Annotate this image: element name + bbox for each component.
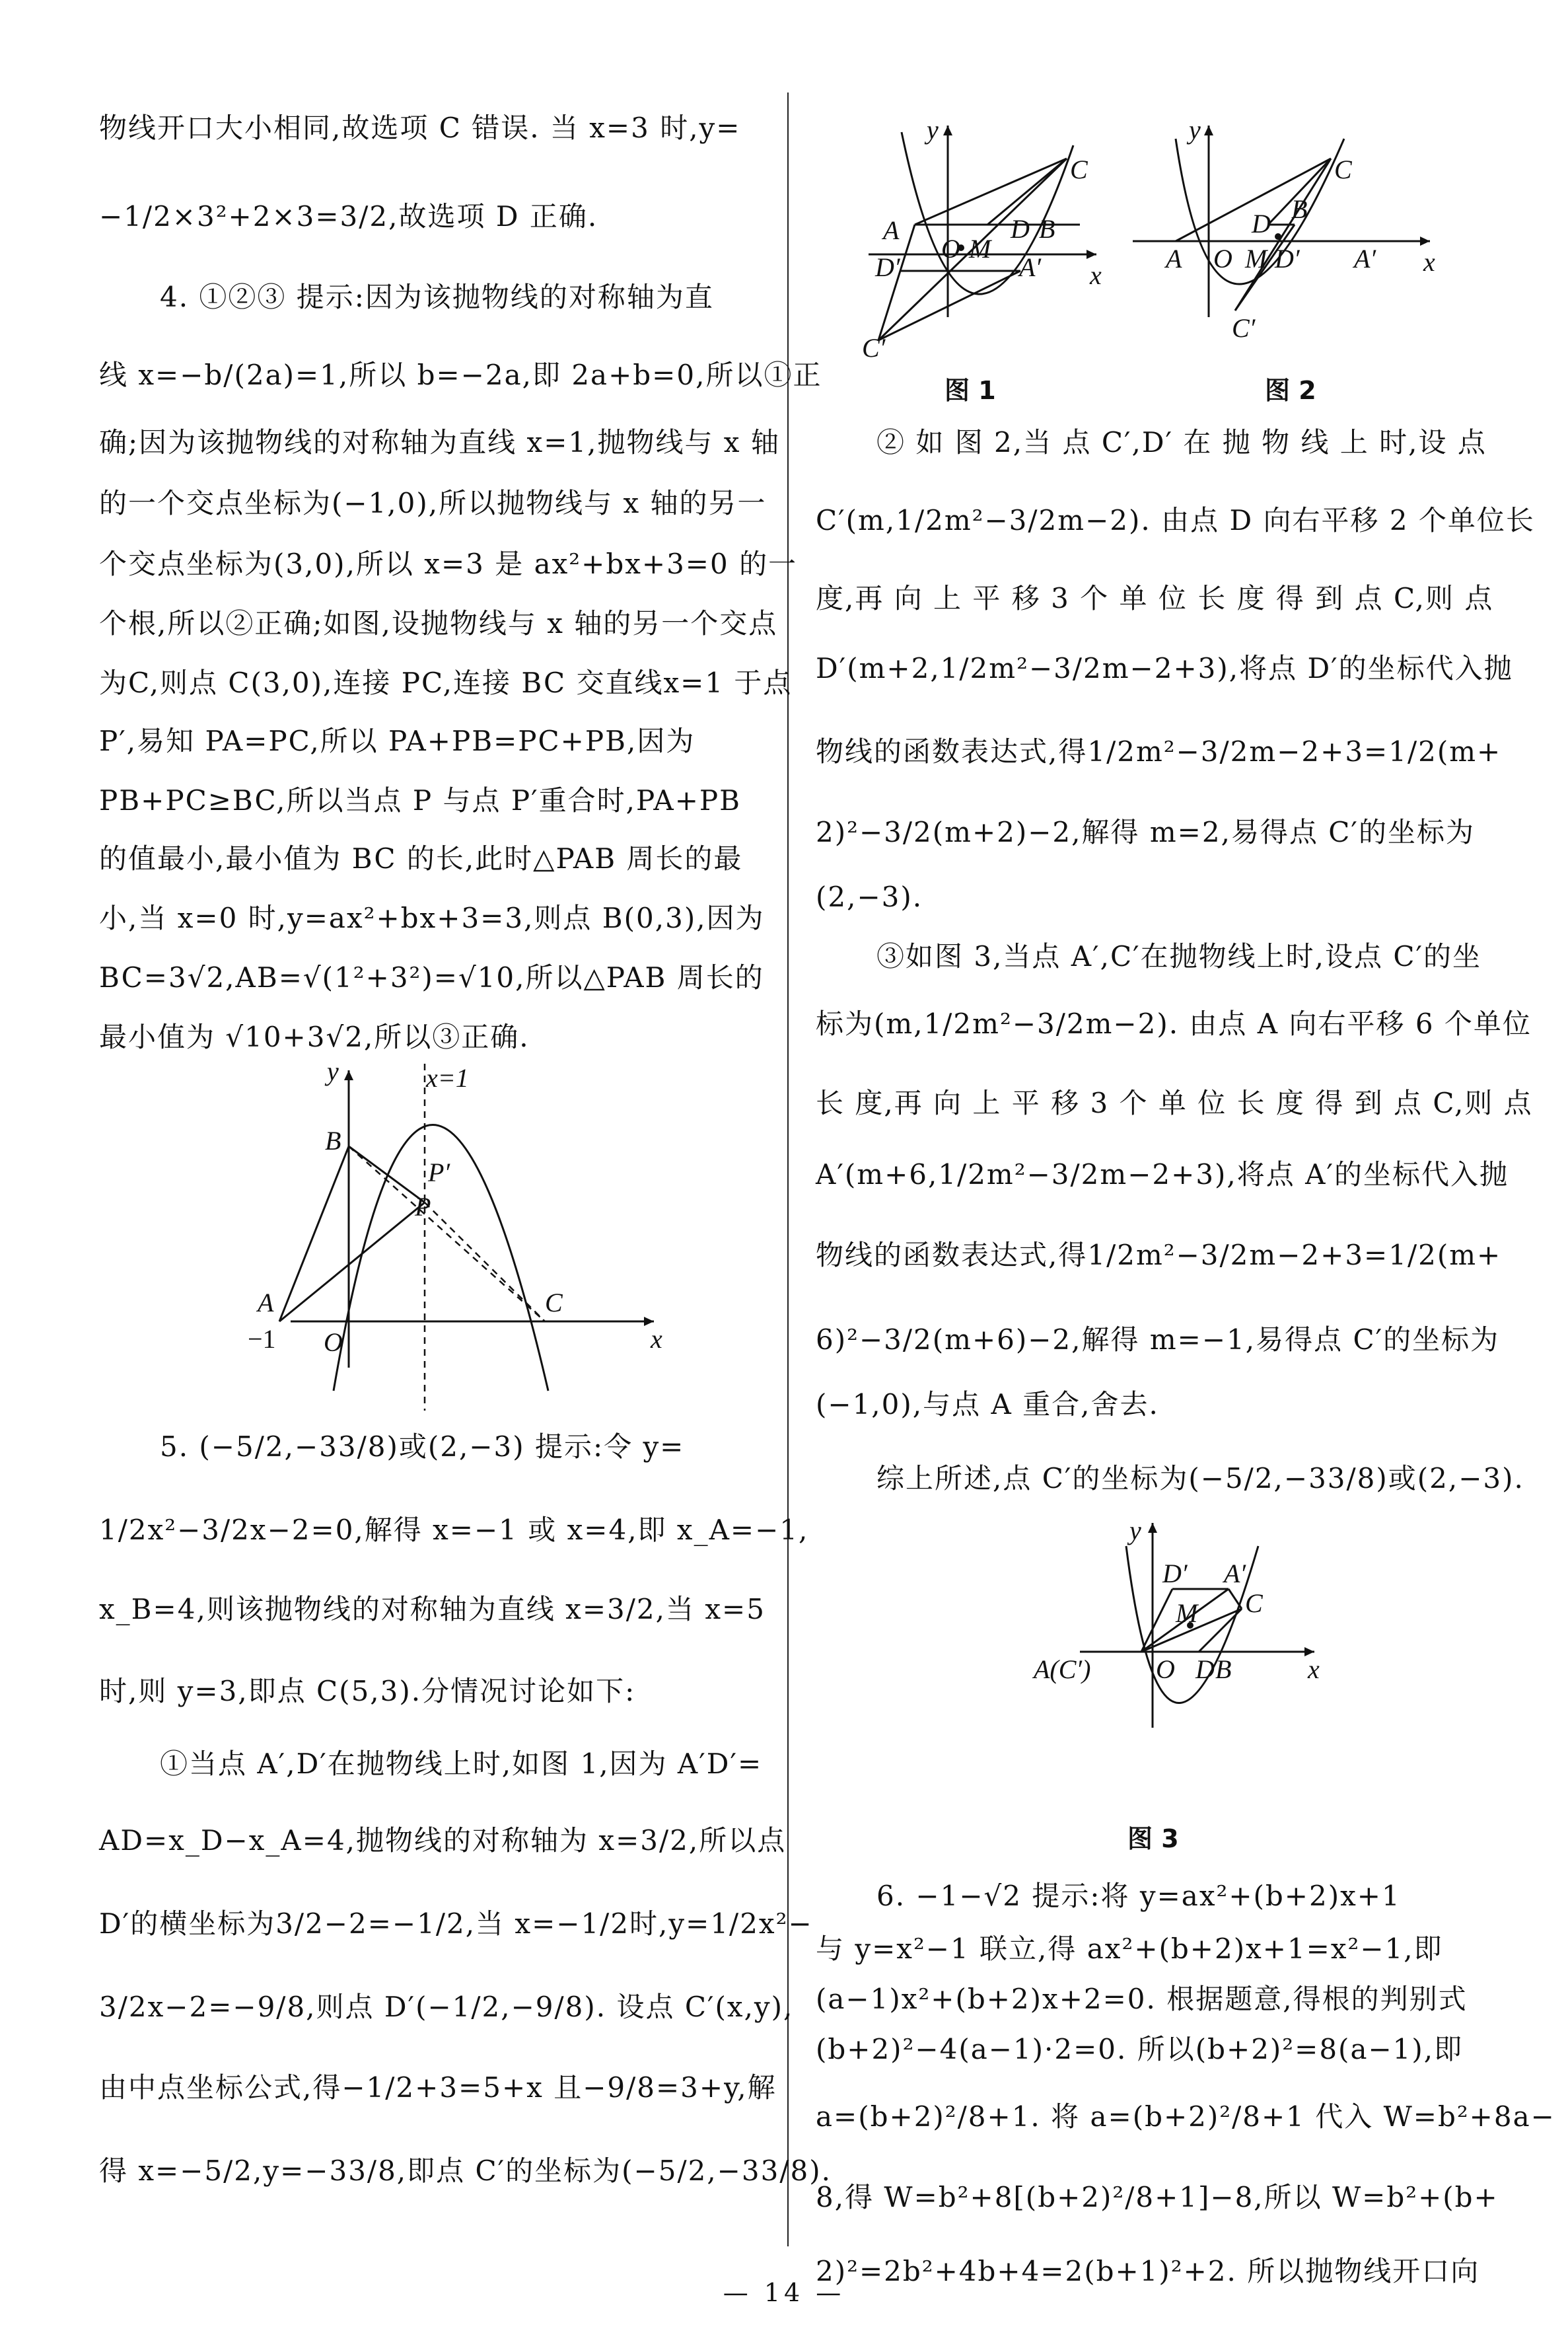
text-line: x_B=4,则该抛物线的对称轴为直线 x=3/2,当 x=5 — [99, 1593, 766, 1625]
text-line: 3/2x−2=−9/8,则点 D′(−1/2,−9/8). 设点 C′(x,y), — [99, 1991, 794, 2023]
text-line: 物线的函数表达式,得1/2m²−3/2m−2+3=1/2(m+ — [816, 735, 1502, 768]
text-line: 4. ①②③ 提示:因为该抛物线的对称轴为直 — [160, 281, 714, 313]
text-line: (2,−3). — [816, 881, 923, 913]
text-line: ①当点 A′,D′在抛物线上时,如图 1,因为 A′D′= — [160, 1748, 763, 1780]
text-line: −1/2×3²+2×3=3/2,故选项 D 正确. — [99, 200, 598, 233]
label-B: B — [325, 1126, 341, 1156]
fig2-label-M: M — [1245, 244, 1267, 274]
fig1-label-D: D — [1011, 214, 1030, 244]
text-line: 度,再 向 上 平 移 3 个 单 位 长 度 得 到 点 C,则 点 — [816, 582, 1494, 614]
text-line: 小,当 x=0 时,y=ax²+bx+3=3,则点 B(0,3),因为 — [99, 902, 765, 934]
text-line: 为C,则点 C(3,0),连接 PC,连接 BC 交直线x=1 于点 — [99, 667, 793, 699]
fig1-label-A-prime: A′ — [1019, 252, 1042, 282]
text-line: ③如图 3,当点 A′,C′在抛物线上时,设点 C′的坐 — [876, 940, 1482, 973]
fig2-label-y: y — [1189, 115, 1201, 145]
figure-1-caption: 图 1 — [944, 376, 996, 405]
label-A: A — [258, 1288, 274, 1317]
fig2-label-C: C — [1334, 155, 1352, 184]
text-line: D′的横坐标为3/2−2=−1/2,当 x=−1/2时,y=1/2x²− — [99, 1907, 813, 1940]
fig1-label-A: A — [883, 215, 900, 245]
fig3-label-B: B — [1215, 1654, 1232, 1684]
label-O: O — [324, 1327, 343, 1357]
text-line: 线 x=−b/(2a)=1,所以 b=−2a,即 2a+b=0,所以①正 — [99, 359, 822, 391]
figure-2 — [1126, 115, 1443, 403]
fig2-label-x: x — [1423, 247, 1435, 277]
fig1-label-D-prime: D′ — [875, 252, 900, 282]
text-line: A′(m+6,1/2m²−3/2m−2+3),将点 A′的坐标代入抛 — [816, 1158, 1509, 1191]
fig3-label-y: y — [1129, 1516, 1141, 1545]
text-line: 的值最小,最小值为 BC 的长,此时△PAB 周长的最 — [99, 842, 743, 875]
fig2-label-A-prime: A′ — [1354, 244, 1376, 274]
text-line: D′(m+2,1/2m²−3/2m−2+3),将点 D′的坐标代入抛 — [816, 652, 1513, 684]
axis-label-y: y — [327, 1056, 339, 1086]
text-line: ② 如 图 2,当 点 C′,D′ 在 抛 物 线 上 时,设 点 — [876, 426, 1487, 459]
text-line: PB+PC≥BC,所以当点 P 与点 P′重合时,PA+PB — [99, 784, 742, 817]
text-line: 时,则 y=3,即点 C(5,3).分情况讨论如下: — [99, 1675, 636, 1707]
text-line: 5. (−5/2,−33/8)或(2,−3) 提示:令 y= — [160, 1430, 685, 1463]
text-line: 综上所述,点 C′的坐标为(−5/2,−33/8)或(2,−3). — [876, 1462, 1524, 1495]
figure-1 — [862, 115, 1106, 403]
fig1-label-B: B — [1039, 214, 1055, 244]
fig1-label-O: O — [941, 234, 960, 264]
text-line: 6)²−3/2(m+6)−2,解得 m=−1,易得点 C′的坐标为 — [816, 1323, 1500, 1356]
fig3-label-A-prime: A′ — [1224, 1559, 1246, 1588]
text-line: (−1,0),与点 A 重合,舍去. — [816, 1388, 1159, 1421]
label-P-prime: P′ — [428, 1158, 450, 1187]
figure-3-caption: 图 3 — [1127, 1824, 1179, 1853]
text-line: 2)²−3/2(m+2)−2,解得 m=2,易得点 C′的坐标为 — [816, 816, 1475, 848]
label-P: P — [415, 1192, 431, 1222]
text-line: 确;因为该抛物线的对称轴为直线 x=1,抛物线与 x 轴 — [99, 426, 780, 459]
text-line: 物线的函数表达式,得1/2m²−3/2m−2+3=1/2(m+ — [816, 1239, 1502, 1271]
text-line: (a−1)x²+(b+2)x+2=0. 根据题意,得根的判别式 — [816, 1983, 1468, 2015]
fig2-label-D-prime: D′ — [1275, 244, 1300, 274]
text-line: BC=3√2,AB=√(1²+3²)=√10,所以△PAB 周长的 — [99, 961, 764, 994]
fig2-label-O: O — [1213, 244, 1232, 274]
text-line: 的一个交点坐标为(−1,0),所以抛物线与 x 轴的另一 — [99, 487, 767, 519]
text-line: 由中点坐标公式,得−1/2+3=5+x 且−9/8=3+y,解 — [99, 2071, 777, 2104]
page-number: — 14 — — [723, 2278, 845, 2307]
fig3-label-x: x — [1308, 1654, 1320, 1684]
text-line: 得 x=−5/2,y=−33/8,即点 C′的坐标为(−5/2,−33/8). — [99, 2155, 832, 2187]
fig1-label-C-prime: C′ — [862, 333, 886, 363]
text-line: 个根,所以②正确;如图,设抛物线与 x 轴的另一个交点 — [99, 607, 778, 640]
fig1-label-y: y — [927, 115, 939, 145]
text-line: AD=x_D−x_A=4,抛物线的对称轴为 x=3/2,所以点 — [99, 1824, 787, 1857]
fig3-label-A-C-prime: A(C′) — [1034, 1654, 1091, 1684]
fig3-label-M: M — [1176, 1598, 1198, 1628]
parabola-figure — [248, 1056, 680, 1427]
fig1-label-M: M — [969, 234, 991, 264]
text-line: a=(b+2)²/8+1. 将 a=(b+2)²/8+1 代入 W=b²+8a− — [816, 2100, 1555, 2133]
fig1-label-C: C — [1070, 155, 1088, 184]
fig3-label-C: C — [1245, 1588, 1263, 1618]
text-line: 1/2x²−3/2x−2=0,解得 x=−1 或 x=4,即 x_A=−1, — [99, 1514, 809, 1546]
fig3-label-D-prime: D′ — [1162, 1559, 1188, 1588]
fig3-label-O: O — [1156, 1654, 1175, 1684]
axis-label-x: x — [651, 1324, 662, 1354]
text-line: 物线开口大小相同,故选项 C 错误. 当 x=3 时,y= — [99, 112, 741, 144]
text-line: 长 度,再 向 上 平 移 3 个 单 位 长 度 得 到 点 C,则 点 — [816, 1087, 1533, 1119]
fig2-label-A: A — [1166, 244, 1182, 274]
text-line: 标为(m,1/2m²−3/2m−2). 由点 A 向右平移 6 个单位 — [816, 1008, 1532, 1040]
text-line: 最小值为 √10+3√2,所以③正确. — [99, 1021, 530, 1053]
text-line: (b+2)²−4(a−1)·2=0. 所以(b+2)²=8(a−1),即 — [816, 2033, 1464, 2065]
label-x-equals-1: x=1 — [426, 1063, 469, 1093]
fig2-label-C-prime: C′ — [1232, 313, 1256, 343]
text-line: 6. −1−√2 提示:将 y=ax²+(b+2)x+1 — [876, 1880, 1401, 1912]
fig3-label-D: D — [1195, 1654, 1215, 1684]
text-line: 8,得 W=b²+8[(b+2)²/8+1]−8,所以 W=b²+(b+ — [816, 2181, 1499, 2213]
text-line: 2)²=2b²+4b+4=2(b+1)²+2. 所以抛物线开口向 — [816, 2255, 1480, 2287]
text-line: 个交点坐标为(3,0),所以 x=3 是 ax²+bx+3=0 的一 — [99, 548, 798, 580]
label-neg1: −1 — [248, 1324, 276, 1354]
text-line: 与 y=x²−1 联立,得 ax²+(b+2)x+1=x²−1,即 — [816, 1933, 1443, 1965]
fig1-label-x: x — [1090, 260, 1102, 290]
fig2-label-D: D — [1252, 209, 1271, 239]
text-line: C′(m,1/2m²−3/2m−2). 由点 D 向右平移 2 个单位长 — [816, 504, 1535, 536]
text-line: P′,易知 PA=PC,所以 PA+PB=PC+PB,因为 — [99, 725, 695, 757]
figure-3 — [1014, 1516, 1324, 1807]
fig2-label-B: B — [1291, 194, 1308, 224]
label-C: C — [545, 1288, 563, 1317]
figure-2-caption: 图 2 — [1265, 376, 1316, 405]
